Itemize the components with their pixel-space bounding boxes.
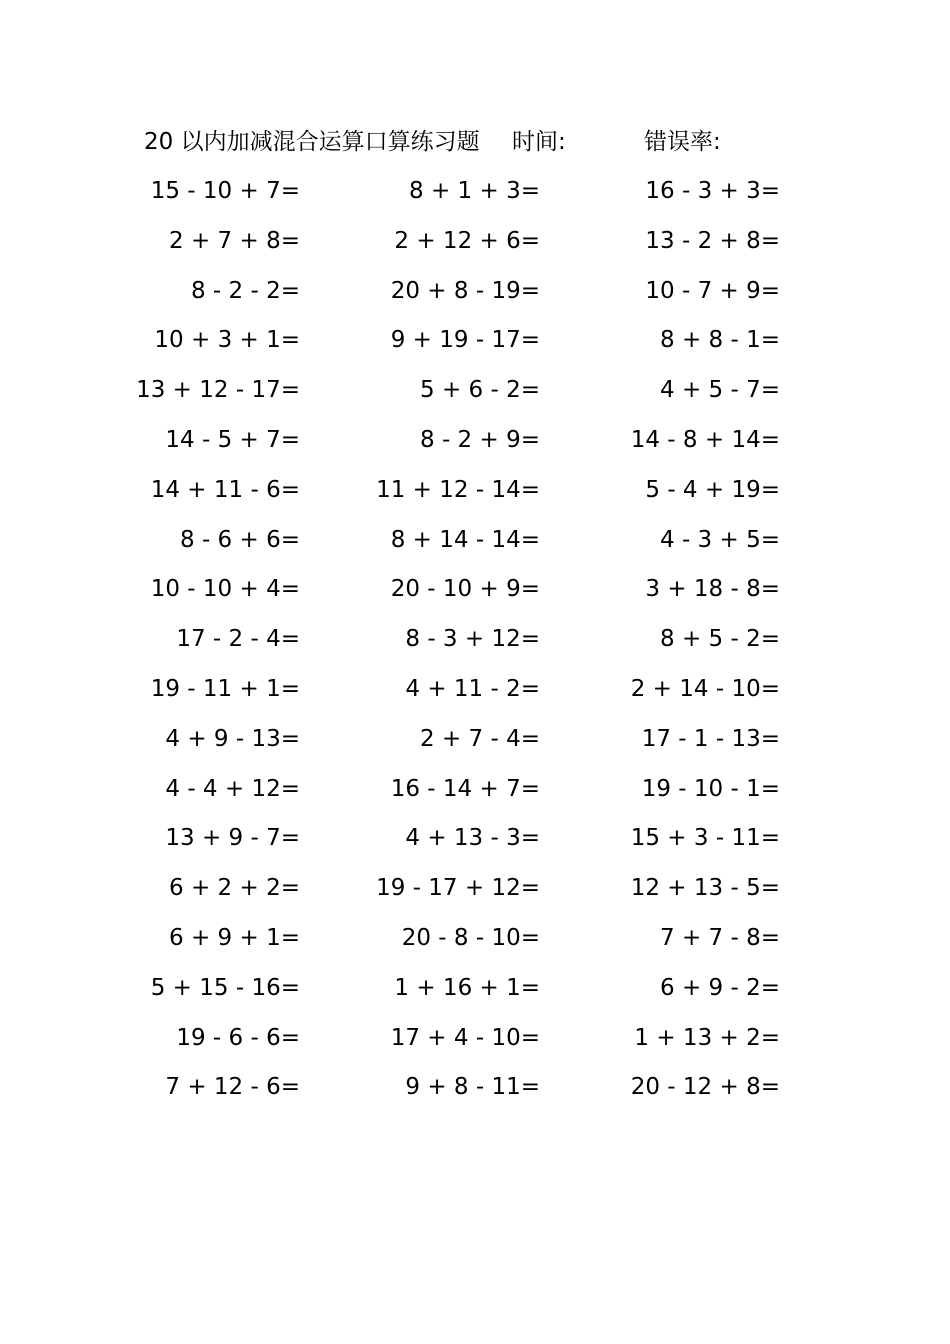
math-problem: 2 + 12 + 6= (394, 227, 540, 254)
worksheet-header (144, 124, 844, 160)
math-problem: 3 + 18 - 8= (645, 576, 780, 603)
math-problem: 6 + 9 + 1= (169, 924, 300, 951)
problem-column-1 (90, 171, 300, 1117)
math-problem: 2 + 14 - 10= (630, 675, 780, 702)
math-problem: 9 + 19 - 17= (390, 327, 540, 354)
math-problem: 8 - 6 + 6= (180, 526, 300, 553)
math-problem: 15 + 3 - 11= (630, 825, 780, 852)
math-problem: 19 - 10 - 1= (641, 775, 780, 802)
math-problem: 8 + 5 - 2= (660, 626, 780, 653)
math-problem: 8 + 8 - 1= (660, 327, 780, 354)
math-problem: 8 - 2 - 2= (190, 277, 300, 304)
math-problem: 17 - 2 - 4= (176, 626, 300, 653)
math-problem: 9 + 8 - 11= (405, 1074, 540, 1101)
math-problem: 16 - 3 + 3= (645, 178, 780, 204)
math-problem: 17 - 1 - 13= (641, 725, 780, 752)
math-problem: 20 - 8 - 10= (401, 924, 540, 951)
math-problem: 12 + 13 - 5= (630, 875, 780, 902)
math-problem: 4 + 5 - 7= (660, 377, 780, 404)
math-problem: 4 + 13 - 3= (405, 825, 540, 852)
math-problem: 19 - 6 - 6= (176, 1024, 300, 1051)
math-problem: 6 + 2 + 2= (169, 875, 300, 902)
math-problem: 7 + 7 - 8= (660, 924, 780, 951)
math-problem: 11 + 12 - 14= (376, 476, 540, 503)
math-problem: 4 + 11 - 2= (405, 675, 540, 702)
problem-column-2 (330, 171, 540, 1117)
time-label: 时间: (512, 129, 566, 155)
math-problem: 10 + 3 + 1= (154, 327, 300, 354)
math-problem: 10 - 10 + 4= (150, 576, 300, 603)
error-rate-label: 错误率: (644, 129, 721, 155)
math-problem: 13 - 2 + 8= (645, 227, 780, 254)
problem-column-3 (570, 171, 780, 1117)
math-problem: 20 - 12 + 8= (630, 1074, 780, 1101)
math-problem: 19 - 11 + 1= (150, 675, 300, 702)
math-problem: 8 - 2 + 9= (420, 426, 540, 453)
math-problem: 19 - 17 + 12= (376, 875, 540, 902)
math-problem: 13 + 9 - 7= (165, 825, 300, 852)
math-problem: 4 + 9 - 13= (165, 725, 300, 752)
worksheet-title: 20 以内加减混合运算口算练习题 (144, 129, 480, 155)
math-problem: 17 + 4 - 10= (390, 1024, 540, 1051)
math-problem: 20 - 10 + 9= (390, 576, 540, 603)
math-problem: 14 - 5 + 7= (165, 426, 300, 453)
math-problem: 8 - 3 + 12= (405, 626, 540, 653)
math-problem: 14 + 11 - 6= (150, 476, 300, 503)
math-problem: 10 - 7 + 9= (645, 277, 780, 304)
math-problem: 4 - 4 + 12= (165, 775, 300, 802)
math-problem: 15 - 10 + 7= (150, 178, 300, 204)
math-problem: 1 + 13 + 2= (634, 1024, 780, 1051)
math-problem: 4 - 3 + 5= (660, 526, 780, 553)
math-problem: 1 + 16 + 1= (394, 974, 540, 1001)
math-problem: 5 - 4 + 19= (645, 476, 780, 503)
math-problem: 13 + 12 - 17= (136, 377, 300, 404)
math-problem: 8 + 14 - 14= (390, 526, 540, 553)
math-problem: 6 + 9 - 2= (660, 974, 780, 1001)
math-problem: 5 + 6 - 2= (420, 377, 540, 404)
math-problem: 2 + 7 - 4= (420, 725, 540, 752)
math-problem: 16 - 14 + 7= (390, 775, 540, 802)
math-problem: 20 + 8 - 19= (390, 277, 540, 304)
math-problem: 8 + 1 + 3= (409, 178, 540, 204)
math-problem: 7 + 12 - 6= (165, 1074, 300, 1101)
math-problem: 2 + 7 + 8= (169, 227, 300, 254)
math-problem: 5 + 15 - 16= (150, 974, 300, 1001)
math-problem: 14 - 8 + 14= (630, 426, 780, 453)
